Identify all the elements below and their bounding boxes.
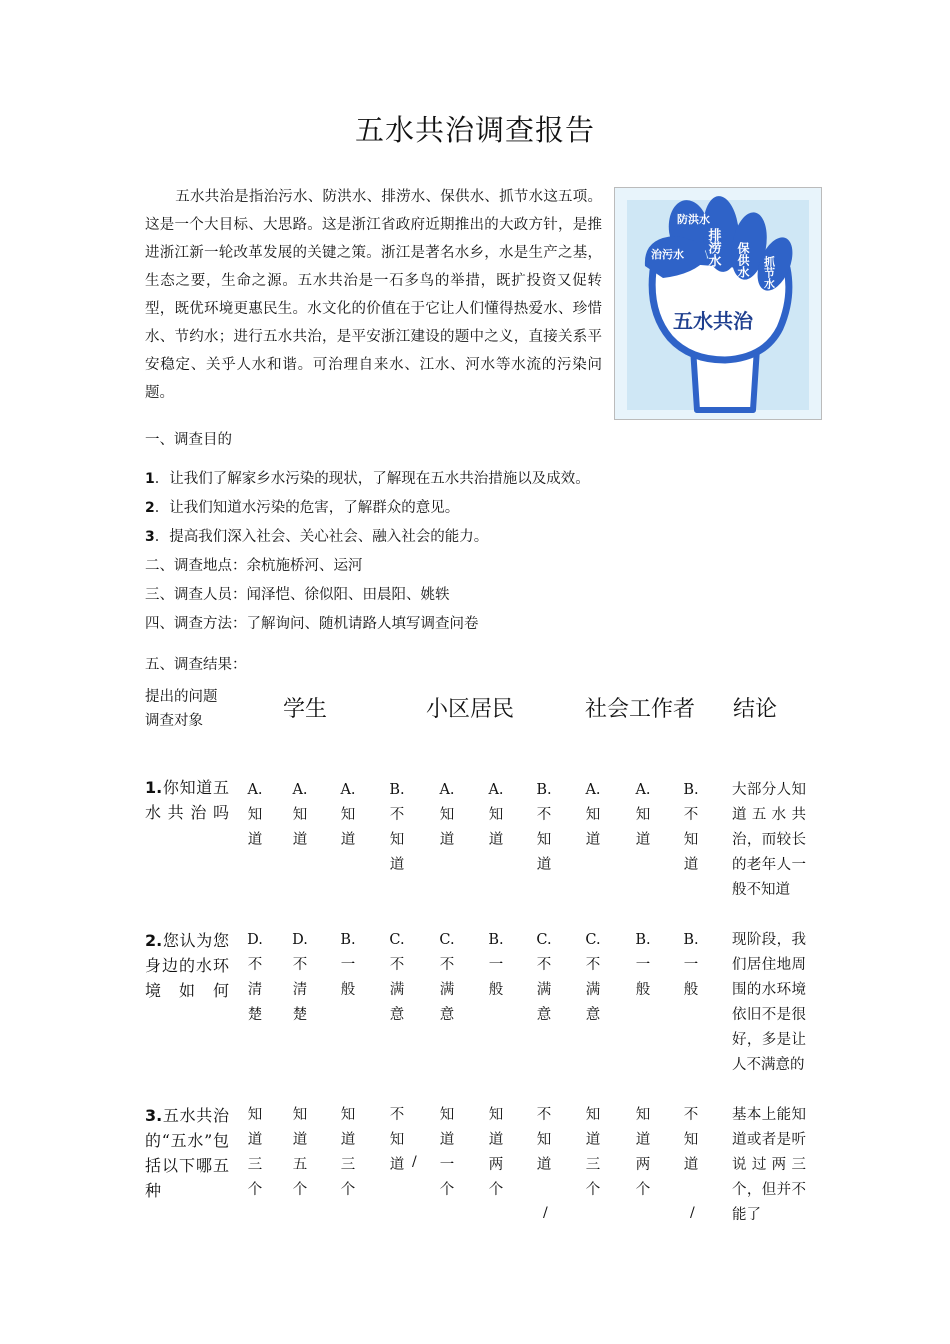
finger-label-4: 抓节水 bbox=[762, 256, 776, 289]
answer-cell: B.不知道 bbox=[683, 782, 699, 873]
answer-cell: 知道三个 bbox=[247, 1107, 263, 1198]
answer-cell: C.不满意 bbox=[439, 932, 455, 1023]
answer-cell: A.知道 bbox=[488, 782, 504, 848]
answer-cell: B.一般 bbox=[340, 932, 356, 998]
finger-label-2: 排涝水 bbox=[705, 228, 721, 267]
answer-cell: A.知道 bbox=[585, 782, 601, 848]
conclusion-1: 大部分人知道五水共治，而较长的老年人一般不知道 bbox=[732, 782, 806, 898]
conclusion-2: 现阶段，我们居住地周围的水环境依旧不是很好，多是让人不满意的 bbox=[732, 932, 806, 1073]
intro-paragraph bbox=[145, 183, 602, 407]
answer-cell: B.不知道 bbox=[536, 782, 552, 873]
answer-cell: 知道两个 bbox=[488, 1107, 504, 1198]
table-corner-subjects: 调查对象 bbox=[145, 713, 203, 729]
fist-logo-image bbox=[615, 188, 821, 419]
conclusion-3: 基本上能知道或者是听说过两三个，但并不能了 bbox=[732, 1107, 806, 1223]
answer-cell: 知道五个 bbox=[292, 1107, 308, 1198]
finger-label-1: 防洪水 bbox=[677, 213, 710, 226]
answer-cell: A.知道 bbox=[439, 782, 455, 848]
section-results: 五、调查结果： bbox=[145, 657, 247, 673]
answer-cell: A.知道 bbox=[247, 782, 263, 848]
fist-illustration bbox=[614, 187, 822, 420]
slash-mark: / bbox=[543, 1205, 548, 1221]
page-title: 五水共治调查报告 bbox=[354, 113, 595, 147]
answer-cell: C.不满意 bbox=[536, 932, 552, 1023]
question-2: 2.您认为您身边的水环境如何 bbox=[145, 931, 229, 1000]
answer-cell: A.知道 bbox=[635, 782, 651, 848]
purpose-item-2: 2．让我们知道水污染的危害，了解群众的意见。 bbox=[145, 500, 460, 516]
thumb-label: 治污水 bbox=[651, 248, 684, 261]
section-method: 四、调查方法：了解询问、随机请路人填写调查问卷 bbox=[145, 616, 479, 632]
answer-cell: D.不清楚 bbox=[292, 932, 308, 1023]
answer-cell: 知道三个 bbox=[340, 1107, 356, 1198]
answer-cell: A.知道 bbox=[292, 782, 308, 848]
answer-cell: B.一般 bbox=[683, 932, 699, 998]
intro-text: 五水共治是指治污水、防洪水、排涝水、保供水、抓节水这五项。这是一个大目标、大思路。这是浙江省政府近期推出的大政方针，是推进浙江新一轮改革发展的关键之策。浙江是著名水乡，水是生产之基，生态之要，生命之源。五水共治是一石多鸟的举措，既扩投资又促转型，既优环境更惠民生。水文化的价值在于它让人们懂得热爱水、珍惜水、节约水；进行五水共治，是平安浙江建设的题中之义，直接关系平安稳定、关乎人水和谐。可治理自来水、江水、河水等水流的污染问题。 bbox=[145, 189, 602, 401]
group-social-workers: 社会工作者 bbox=[585, 697, 696, 722]
answer-cell: 不知道 bbox=[389, 1107, 405, 1173]
section-purpose-heading: 一、调查目的 bbox=[145, 432, 232, 448]
group-students: 学生 bbox=[283, 697, 328, 722]
answer-cell: B.不知道 bbox=[389, 782, 405, 873]
palm-label: 五水共治 bbox=[673, 309, 753, 333]
slash-mark: / bbox=[412, 1154, 417, 1170]
answer-cell: C.不满意 bbox=[389, 932, 405, 1023]
answer-cell: A.知道 bbox=[340, 782, 356, 848]
slash-mark: / bbox=[690, 1205, 695, 1221]
answer-cell: 知道两个 bbox=[635, 1107, 651, 1198]
purpose-item-1: 1．让我们了解家乡水污染的现状，了解现在五水共治措施以及成效。 bbox=[145, 471, 590, 487]
answer-cell: 不知道 bbox=[536, 1107, 552, 1173]
group-residents: 小区居民 bbox=[426, 697, 515, 722]
answer-cell: B.一般 bbox=[488, 932, 504, 998]
table-corner-questions: 提出的问题 bbox=[145, 689, 218, 705]
section-members: 三、调查人员：闻泽恺、徐似阳、田晨阳、姚轶 bbox=[145, 587, 450, 603]
section-location: 二、调查地点：余杭施桥河、运河 bbox=[145, 558, 363, 574]
answer-cell: 不知道 bbox=[683, 1107, 699, 1173]
answer-cell: C.不满意 bbox=[585, 932, 601, 1023]
group-conclusion: 结论 bbox=[733, 697, 778, 722]
purpose-item-3: 3．提高我们深入社会、关心社会、融入社会的能力。 bbox=[145, 529, 489, 545]
question-1: 1.你知道五水共治吗 bbox=[145, 778, 229, 822]
answer-cell: 知道一个 bbox=[439, 1107, 455, 1198]
answer-cell: B.一般 bbox=[635, 932, 651, 998]
answer-cell: D.不清楚 bbox=[247, 932, 263, 1023]
question-3: 3.五水共治的“五水”包括以下哪五种 bbox=[145, 1106, 229, 1200]
finger-label-3: 保供水 bbox=[736, 242, 750, 278]
answer-cell: 知道三个 bbox=[585, 1107, 601, 1198]
